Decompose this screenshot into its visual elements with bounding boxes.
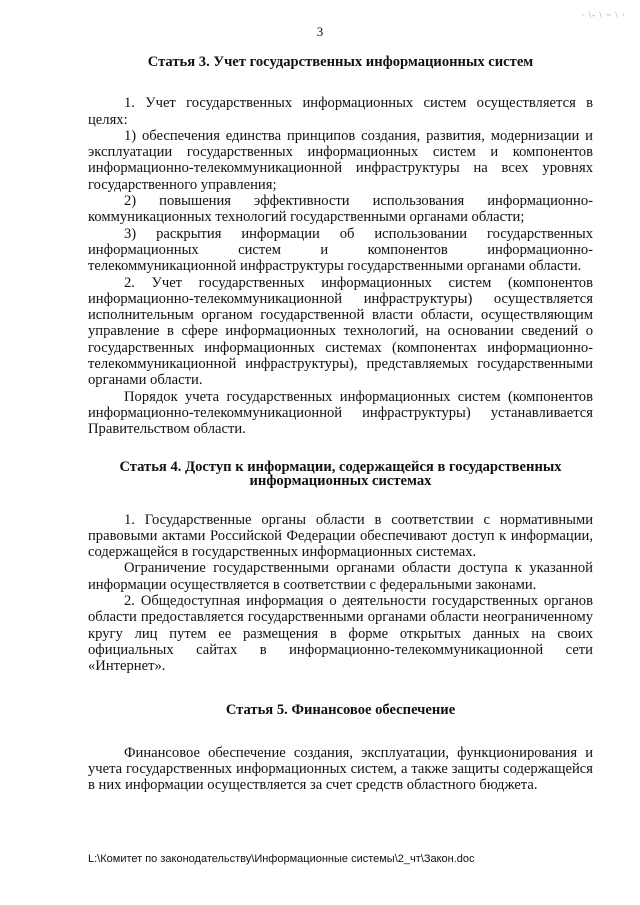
file-path-footer: L:\Комитет по законодательству\Информационные системы\2_чт\Закон.doc [88,853,475,865]
article-5-para: Финансовое обеспечение создания, эксплуатации, функционирования и учета государственных информационных систем, а также защиты содержащейся в них информации осуществляется за счет средств областного бюджета. [88,744,593,794]
article-5-heading: Статья 5. Финансовое обеспечение [225,701,456,718]
article-3-para: 3) раскрытия информации об использовании государственных информационных систем и компонентов информационно-телекоммуникационной инфраструктуры государственными органами области. [88,225,593,275]
article-3-para: 2. Учет государственных информационных систем (компонентов информационно-телекоммуникационной инфраструктуры) осуществляется исполнительным органом государственной власти области, осуществляющим управление в сфере информационных технологий, на основании сведений о государственных информационных системах (компонентах информационно-телекоммуникационной инфраструктуры), представляемых государственными органами области. [88,274,593,389]
article-3-para: 1) обеспечения единства принципов создания, развития, модернизации и эксплуатации государственных информационных систем и компонентов информационно-телекоммуникационной инфраструктуры на всех уровнях государственного управления; [88,127,593,193]
article-4-heading-line2: информационных системах [249,472,432,489]
article-3-para: 1. Учет государственных информационных систем осуществляется в целях: [88,95,593,128]
article-4-para: Ограничение государственными органами области доступа к указанной информации осуществляется в соответствии с федеральными законами. [88,560,593,593]
article-3-para: 2) повышения эффективности использования информационно-коммуникационных технологий государственными органами области; [88,193,593,226]
page-number: 3 [316,24,324,39]
article-4-heading-line1: Статья 4. Доступ к информации, содержащейся в государственных [119,458,562,475]
corner-mark: · \- \ ~ \ · [581,10,626,20]
document-body [88,54,593,794]
article-4-para: 2. Общедоступная информация о деятельности государственных органов области предоставляется государственными органами области неограниченному кругу лиц путем ее размещения в форме открытых данных на своих официальных сайтах в информационно-телекоммуникационной сети «Интернет». [88,593,593,675]
article-4-heading [88,460,593,488]
article-3-heading: Статья 3. Учет государственных информационных систем [147,54,534,70]
article-3-para: Порядок учета государственных информационных систем (компонентов информационно-телекоммуникационной инфраструктуры) устанавливается Правительством области. [88,388,593,438]
article-4-para: 1. Государственные органы области в соответствии с нормативными правовыми актами Российской Федерации обеспечивают доступ к информации, содержащейся в государственных информационных системах. [88,511,593,561]
